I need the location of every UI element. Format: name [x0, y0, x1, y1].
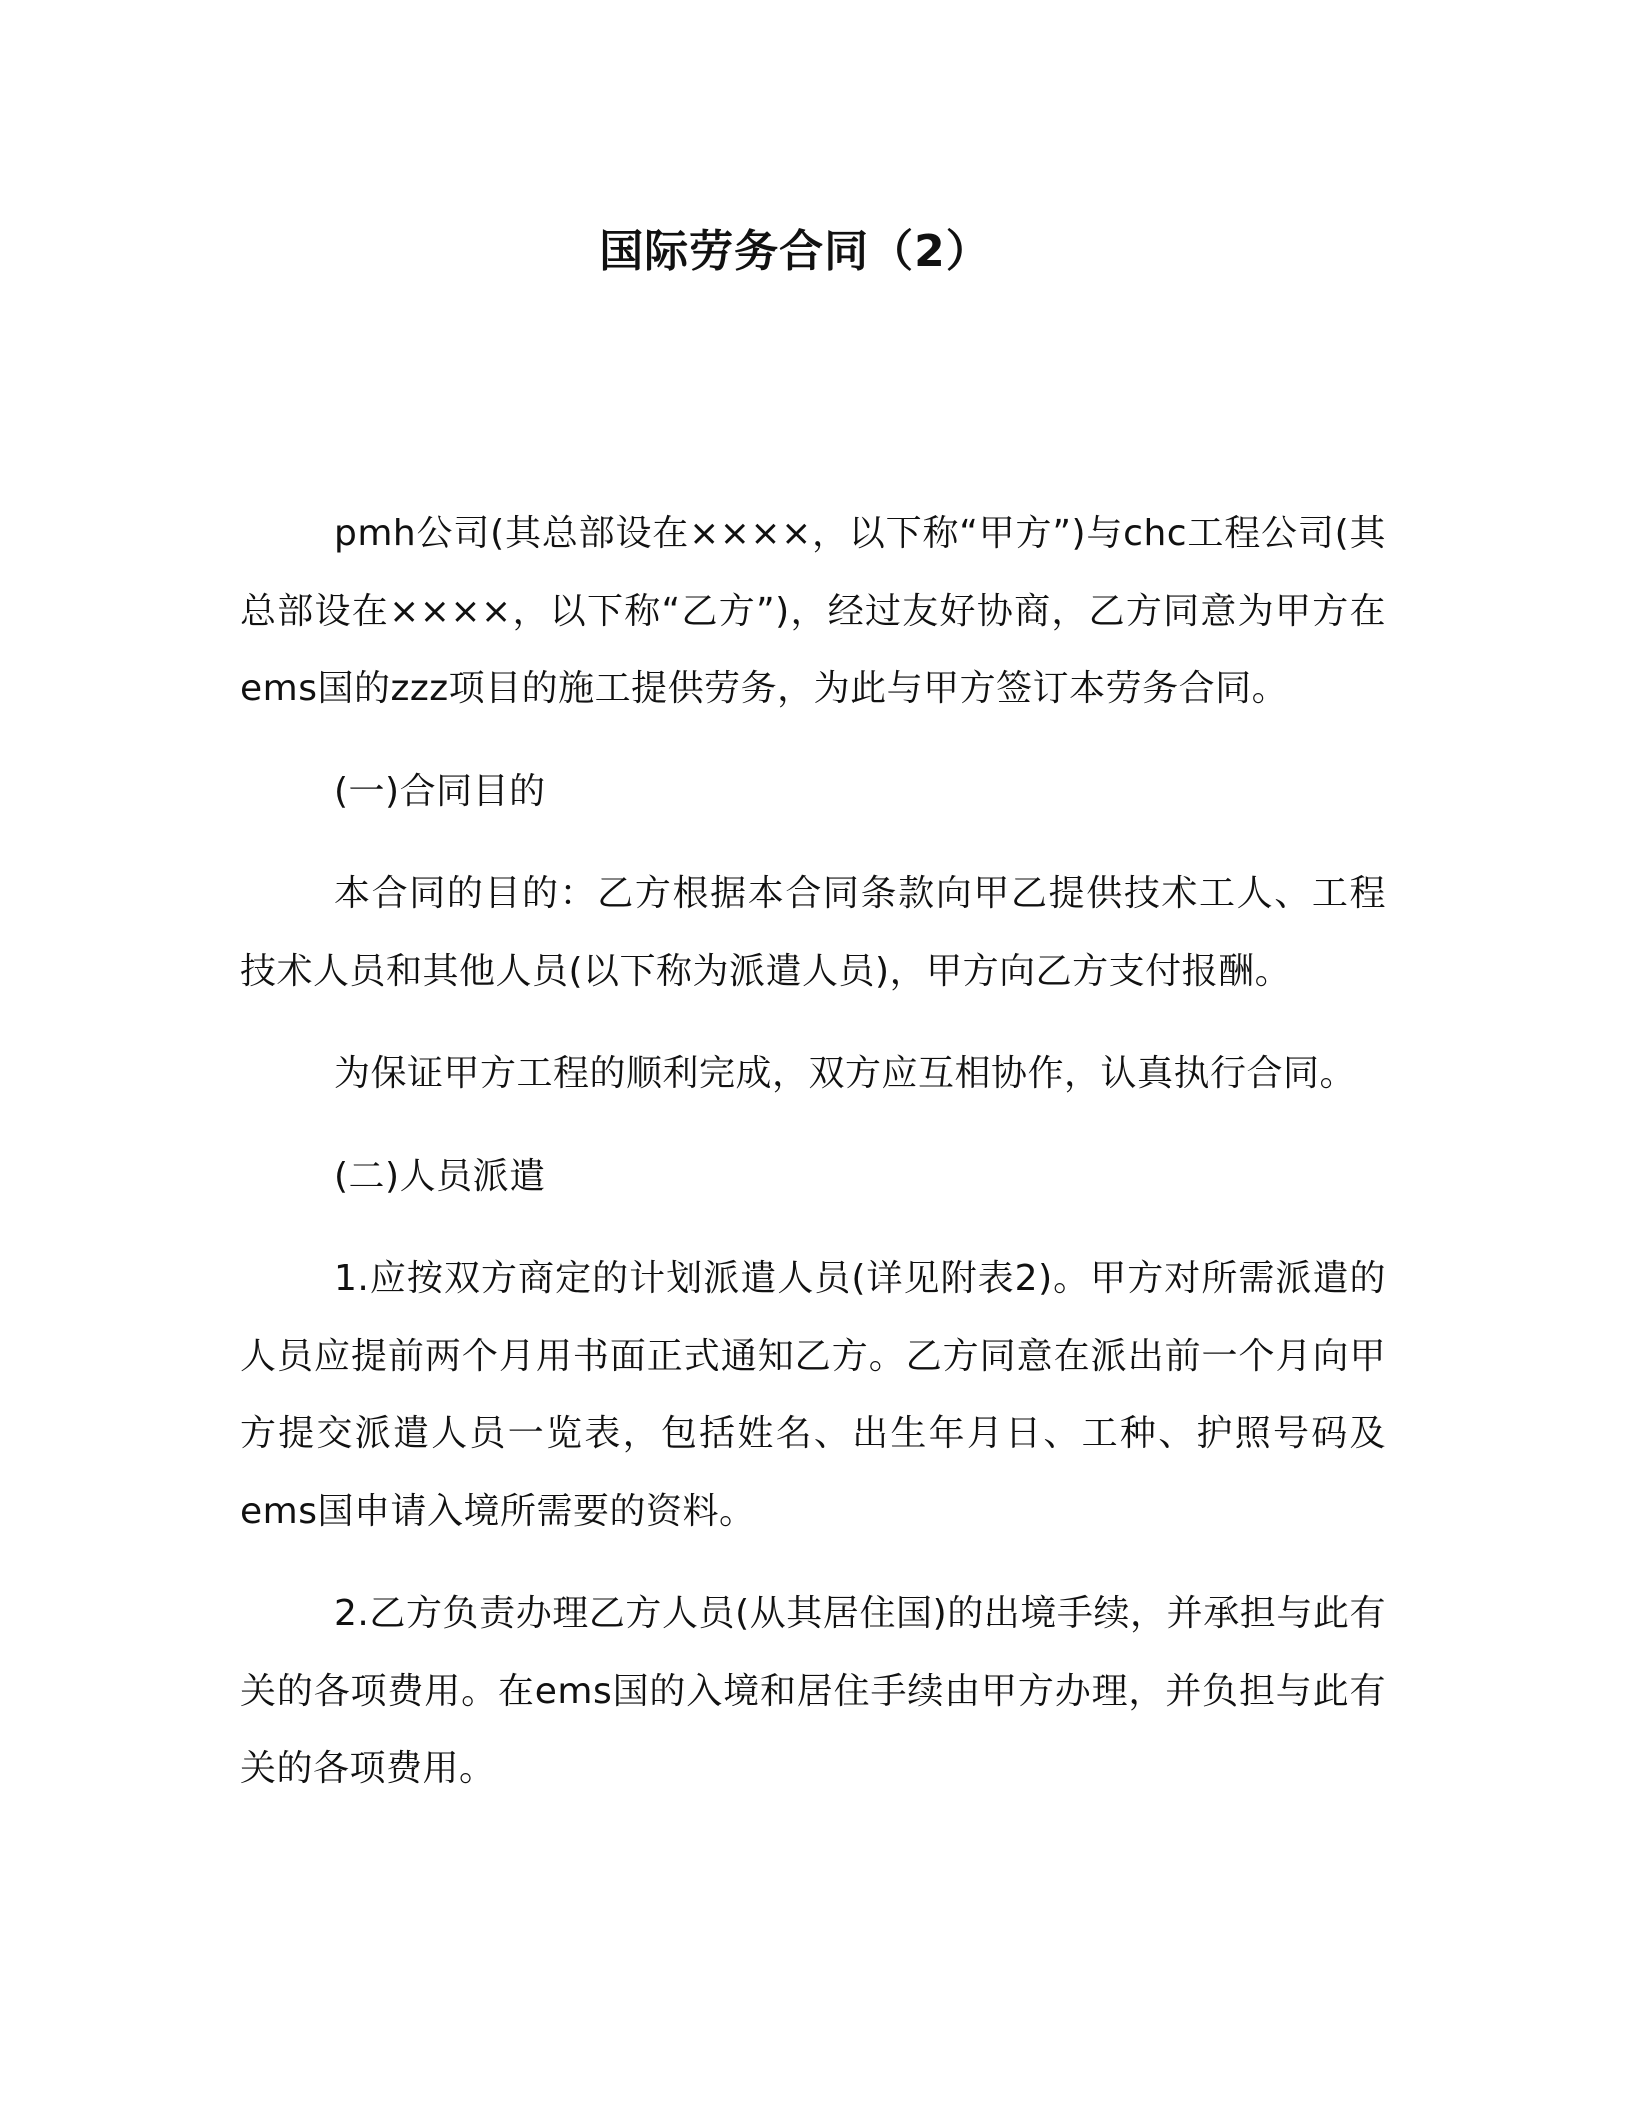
intro-paragraph: pmh公司(其总部设在××××，以下称“甲方”)与chc工程公司(其总部设在××××，以下称“乙方”)，经过友好协商，乙方同意为甲方在ems国的zzz项目的施工提供劳务，为此与甲方签订本劳务合同。 — [240, 513, 1386, 709]
purpose-paragraph: 本合同的目的：乙方根据本合同条款向甲乙提供技术工人、工程技术人员和其他人员(以下称为派遣人员)，甲方向乙方支付报酬。 — [240, 873, 1386, 992]
cooperation-paragraph: 为保证甲方工程的顺利完成，双方应互相协作，认真执行合同。 — [334, 1053, 1357, 1094]
document-title: 国际劳务合同（2） — [599, 226, 991, 277]
section-heading-dispatch: (二)人员派遣 — [334, 1155, 546, 1197]
section-heading-purpose: (一)合同目的 — [334, 770, 546, 812]
dispatch-clause-2: 2.乙方负责办理乙方人员(从其居住国)的出境手续，并承担与此有关的各项费用。在ems国的入境和居住手续由甲方办理，并负担与此有关的各项费用。 — [240, 1593, 1386, 1789]
document-body — [240, 495, 1386, 1833]
dispatch-clause-1: 1.应按双方商定的计划派遣人员(详见附表2)。甲方对所需派遣的人员应提前两个月用书面正式通知乙方。乙方同意在派出前一个月向甲方提交派遣人员一览表，包括姓名、出生年月日、工种、护照号码及ems国申请入境所需要的资料。 — [240, 1258, 1386, 1532]
